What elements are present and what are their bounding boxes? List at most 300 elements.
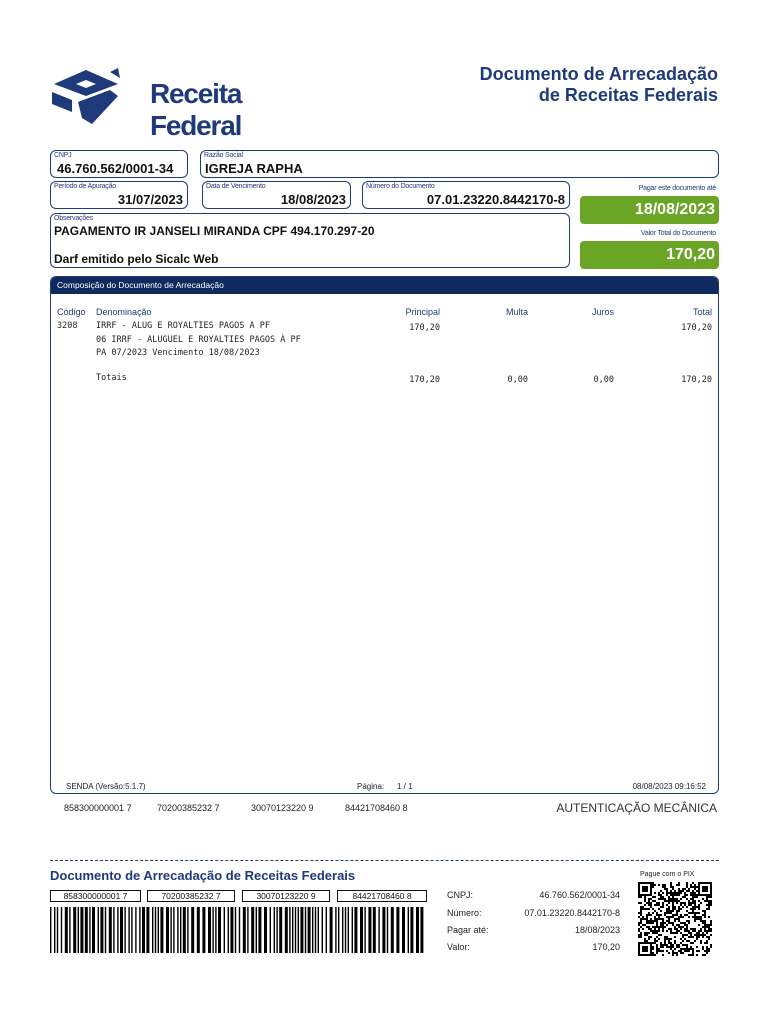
pix-qr-code[interactable] [638,882,712,956]
barcode-bar [312,907,313,953]
barcode-bar [408,907,409,953]
qr-module [656,912,658,914]
qr-module [638,888,640,890]
qr-module [686,934,688,936]
qr-module [682,888,684,890]
qr-module [646,890,648,892]
qr-module [708,906,710,908]
qr-module [656,914,658,916]
qr-module [662,906,664,908]
qr-module [690,932,692,934]
qr-module [692,898,694,900]
qr-module [696,886,698,888]
qr-module [646,934,648,936]
qr-module [688,904,690,906]
barcode-bar [65,907,68,953]
qr-module [670,916,672,918]
qr-module [668,910,670,912]
qr-module [642,948,644,950]
vencimento-value: 18/08/2023 [280,192,346,207]
qr-module [698,932,700,934]
barcode-bar [197,907,200,953]
qr-module [650,902,652,904]
qr-module [640,934,642,936]
stub-code-4: 84421708460 8 [337,890,427,902]
col-denominacao: Denominação [96,307,152,317]
barcode-bar [285,907,288,953]
qr-module [642,918,644,920]
qr-module [694,896,696,898]
barcode-bar [391,907,394,953]
qr-module [668,900,670,902]
qr-module [654,896,656,898]
qr-module [642,908,644,910]
barcode-bar [295,907,296,953]
qr-module [644,898,646,900]
qr-module [672,892,674,894]
barcode-bar [89,907,90,953]
qr-module [698,950,700,952]
stub-title: Documento de Arrecadação de Receitas Federais [50,868,356,883]
qr-module [688,912,690,914]
qr-module [700,934,702,936]
qr-module [684,914,686,916]
qr-module [704,942,706,944]
barcode-bar [274,907,275,953]
qr-module [640,912,642,914]
barcode-bar [202,907,205,953]
qr-module [688,902,690,904]
qr-module [694,904,696,906]
totals-total: 170,20 [681,375,712,385]
qr-module [670,928,672,930]
barcode-bar [373,907,376,953]
periodo-label: Período de Apuração [54,183,116,190]
qr-module [678,900,680,902]
qr-module [646,942,648,944]
qr-module [660,898,662,900]
qr-module [680,942,682,944]
qr-module [694,884,696,886]
qr-module [648,942,650,944]
qr-module [670,942,672,944]
qr-module [672,910,674,912]
qr-module [660,934,662,936]
qr-module [706,894,708,896]
qr-module [652,886,654,888]
qr-module [654,904,656,906]
qr-module [682,940,684,942]
qr-module [652,954,654,956]
qr-module [642,890,644,892]
qr-module [654,932,656,934]
qr-module [670,882,672,884]
qr-module [646,894,648,896]
qr-module [644,896,646,898]
qr-module [682,890,684,892]
barcode-bar [105,907,106,953]
qr-module [666,924,668,926]
qr-module [704,916,706,918]
qr-module [678,918,680,920]
qr-module [696,918,698,920]
totals-juros: 0,00 [593,375,614,385]
qr-module [698,894,700,896]
qr-module [666,888,668,890]
qr-module [640,920,642,922]
qr-module [700,894,702,896]
row-total: 170,20 [681,323,712,333]
qr-module [666,892,668,894]
qr-module [638,944,640,946]
qr-module [680,948,682,950]
qr-module [674,952,676,954]
qr-module [670,912,672,914]
qr-module [692,900,694,902]
qr-module [672,908,674,910]
qr-module [648,894,650,896]
barcode-bar [396,907,399,953]
barcode-bar [69,907,70,953]
qr-module [644,894,646,896]
qr-module [640,910,642,912]
qr-module [656,926,658,928]
qr-module [702,920,704,922]
qr-module [698,916,700,918]
qr-module [654,884,656,886]
qr-module [706,904,708,906]
periodo-value: 31/07/2023 [117,192,183,207]
barcode-bar [251,907,254,953]
qr-module [706,882,708,884]
qr-module [668,908,670,910]
qr-module [670,892,672,894]
col-multa: Multa [505,307,528,317]
cnpj-label: CNPJ [54,152,72,159]
qr-module [708,948,710,950]
qr-module [650,898,652,900]
qr-module [646,946,648,948]
qr-module [668,892,670,894]
qr-module [638,946,640,948]
qr-module [702,936,704,938]
qr-module [678,944,680,946]
qr-module [658,894,660,896]
qr-module [704,888,706,890]
qr-module [684,894,686,896]
qr-module [648,902,650,904]
barcode-bar [155,907,156,953]
qr-module [678,908,680,910]
autenticacao-mecanica: AUTENTICAÇÃO MECÂNICA [556,801,717,815]
qr-module [644,940,646,942]
qr-module [692,894,694,896]
linha-digitavel-3: 30070123220 9 [251,803,314,813]
qr-module [650,946,652,948]
qr-module [694,900,696,902]
qr-module [676,918,678,920]
qr-module [662,884,664,886]
qr-module [674,892,676,894]
qr-module [664,914,666,916]
qr-module [676,928,678,930]
stub-numero-label: Número: [447,908,482,918]
qr-module [672,952,674,954]
qr-module [638,902,640,904]
qr-module [680,914,682,916]
qr-module [692,916,694,918]
barcode-bar [160,907,163,953]
qr-module [708,896,710,898]
obs-line1: PAGAMENTO IR JANSELI MIRANDA CPF 494.170.297-20 [54,224,375,238]
qr-module [706,890,708,892]
qr-module [690,948,692,950]
qr-module [702,894,704,896]
qr-module [692,950,694,952]
qr-module [684,948,686,950]
qr-module [702,954,704,956]
qr-module [662,926,664,928]
qr-module [648,936,650,938]
qr-module [650,942,652,944]
qr-module [652,948,654,950]
qr-module [670,898,672,900]
barcode-bar [50,907,51,953]
qr-module [654,920,656,922]
barcode-bar [177,907,178,953]
qr-module [692,908,694,910]
barcode-bar [368,907,371,953]
qr-module [648,932,650,934]
qr-module [654,942,656,944]
qr-module [648,882,650,884]
qr-module [656,946,658,948]
qr-module [662,922,664,924]
pagar-box [580,196,719,224]
qr-module [678,910,680,912]
qr-module [640,894,642,896]
vencimento-label: Data de Vencimento [206,183,266,190]
qr-module [638,950,640,952]
qr-module [650,928,652,930]
qr-module [684,922,686,924]
qr-module [668,928,670,930]
barcode-bar [208,907,211,953]
qr-module [640,914,642,916]
numero-box [362,181,570,209]
barcode-bar [410,907,413,953]
qr-module [660,926,662,928]
qr-module [708,904,710,906]
qr-module [656,924,658,926]
row-line2: 06 IRRF - ALUGUEL E ROYALTIES PAGOS À PF [96,335,301,345]
barcode-bar [305,907,306,953]
qr-module [656,952,658,954]
barcode-bar [354,907,357,953]
qr-module [682,902,684,904]
qr-module [658,898,660,900]
qr-module [648,928,650,930]
qr-module [706,908,708,910]
qr-module [698,890,700,892]
qr-module [638,886,640,888]
barcode-bar [224,907,225,953]
qr-module [678,906,680,908]
qr-module [704,882,706,884]
qr-module [650,944,652,946]
qr-module [674,918,676,920]
barcode-bar [131,907,132,953]
pagar-label: Pagar este documento até [638,185,716,192]
barcode-bar [120,907,123,953]
header-title [480,64,718,106]
barcode-bar [180,907,181,953]
barcode-bar [326,907,327,953]
qr-module [688,900,690,902]
qr-module [706,952,708,954]
qr-module [662,930,664,932]
qr-module [638,912,640,914]
qr-module [654,916,656,918]
qr-module [664,884,666,886]
qr-module [674,890,676,892]
composition-title: Composição do Documento de Arrecadação [57,280,224,290]
qr-module [666,904,668,906]
qr-module [650,886,652,888]
qr-module [644,950,646,952]
qr-module [704,920,706,922]
qr-module [668,902,670,904]
qr-module [686,910,688,912]
qr-module [660,894,662,896]
barcode-bar [183,907,186,953]
qr-module [654,928,656,930]
qr-module [704,926,706,928]
qr-module [686,928,688,930]
qr-module [640,918,642,920]
qr-module [676,946,678,948]
barcode-bar [247,907,248,953]
row-line3: PA 07/2023 Vencimento 18/08/2023 [96,348,260,358]
stub-valor-label: Valor: [447,942,470,952]
qr-module [686,890,688,892]
qr-module [694,892,696,894]
row-principal: 170,20 [409,323,440,333]
qr-module [658,948,660,950]
qr-module [646,948,648,950]
qr-module [668,922,670,924]
qr-module [682,948,684,950]
barcode-bar [298,907,299,953]
qr-module [704,928,706,930]
qr-module [698,906,700,908]
qr-module [684,924,686,926]
linha-digitavel-2: 70200385232 7 [157,803,220,813]
qr-module [658,930,660,932]
qr-module [656,940,658,942]
qr-module [666,894,668,896]
qr-module [690,892,692,894]
qr-module [652,912,654,914]
qr-module [690,912,692,914]
barcode-bar [215,907,216,953]
qr-module [652,942,654,944]
qr-module [708,908,710,910]
qr-module [672,922,674,924]
qr-module [694,906,696,908]
qr-module [648,914,650,916]
qr-module [662,886,664,888]
qr-module [700,882,702,884]
qr-module [658,938,660,940]
qr-module [638,922,640,924]
qr-module [676,924,678,926]
qr-module [688,954,690,956]
qr-module [670,922,672,924]
qr-module [672,898,674,900]
qr-module [692,886,694,888]
qr-module [638,882,640,884]
qr-module [680,938,682,940]
qr-module [676,898,678,900]
qr-module [660,914,662,916]
barcode-bar [100,907,103,953]
qr-module [650,890,652,892]
qr-module [708,938,710,940]
qr-module [686,906,688,908]
qr-module [690,884,692,886]
qr-module [682,944,684,946]
qr-module [702,888,704,890]
qr-module [686,930,688,932]
barcode-bar [292,907,293,953]
qr-module [658,892,660,894]
qr-module [658,904,660,906]
qr-module [682,906,684,908]
linha-digitavel-4: 84421708460 8 [345,803,408,813]
qr-module [650,882,652,884]
qr-module [674,928,676,930]
col-codigo: Código [57,307,86,317]
qr-module [698,892,700,894]
qr-module [670,890,672,892]
qr-module [686,898,688,900]
qr-module [674,926,676,928]
qr-module [644,888,646,890]
qr-module [696,934,698,936]
qr-module [686,944,688,946]
qr-module [674,940,676,942]
qr-module [640,902,642,904]
qr-module [686,924,688,926]
razao-value: IGREJA RAPHA [205,161,303,176]
qr-module [652,922,654,924]
valor-label: Valor Total do Documento [640,230,716,237]
receita-emblem-icon [52,62,152,126]
barcode-bar [158,907,159,953]
qr-module [694,918,696,920]
qr-module [684,892,686,894]
barcode-bar [300,907,303,953]
qr-module [652,882,654,884]
qr-module [662,920,664,922]
qr-module [678,924,680,926]
qr-module [662,904,664,906]
qr-module [672,888,674,890]
qr-module [710,892,712,894]
qr-module [652,926,654,928]
barcode-bar [322,907,323,953]
